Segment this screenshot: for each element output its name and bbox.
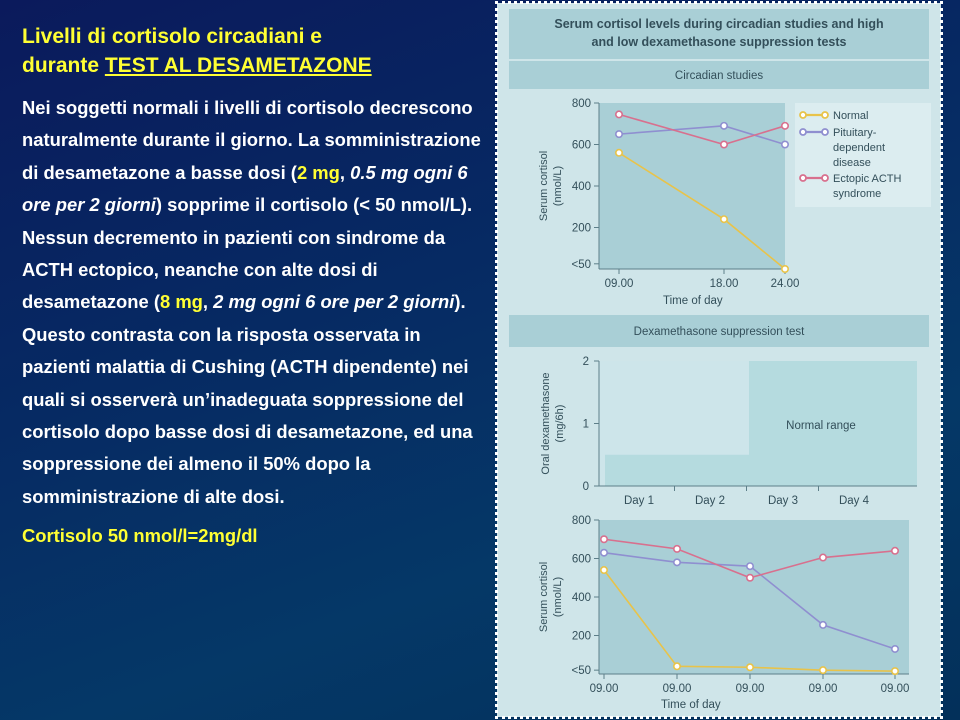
section-title-dexamethasone: Dexamethasone suppression test (633, 326, 805, 338)
body-run-8: ). Questo contrasta con la risposta osservata in pazienti malattia di Cushing (ACTH dipendente) nei quali si osserverà un’inadeguata soppressione del cortisolo dopo basse dosi di desametazone, ed una soppressione dei almeno il 50% dopo la somministrazione di alte dosi. (22, 291, 473, 507)
y-tick-label-1-0: 0 (582, 481, 589, 493)
data-point-2-0-3 (820, 667, 826, 673)
annotation-normal-range: Normal range (786, 420, 856, 432)
body-run-0: Nei soggetti normali i livelli di cortisolo decrescono naturalmente durante il giorno. La somministrazione di desametazone a basse dosi ( (22, 97, 481, 183)
y-tick-label-2-3: 600 (571, 553, 591, 566)
x-tick-label-2-0: 09.00 (589, 683, 619, 695)
data-point-2-2-4 (892, 548, 898, 554)
data-point-2-2-3 (820, 554, 826, 560)
y-tick-label-0-4: 800 (571, 98, 591, 110)
plot-area-2 (599, 520, 909, 674)
data-point-0-1-1 (721, 123, 727, 129)
legend-marker-b-1 (822, 129, 828, 135)
body-run-2: , (339, 161, 351, 183)
body-run-1: 2 mg (296, 161, 340, 183)
y-tick-label-2-4: 800 (571, 515, 591, 527)
legend-label-1-0: Pituitary- (833, 127, 877, 139)
data-point-2-0-2 (747, 664, 753, 670)
y-tick-label-0-0: <50 (571, 258, 591, 271)
body-run-3: 0.5 mg ogni 6 ore per 2 giorni (22, 161, 468, 216)
figure-header-line1: Serum cortisol levels during circadian studies and high (554, 17, 884, 31)
y-tick-label-1-1: 1 (582, 418, 589, 431)
slide-footnote: Cortisolo 50 nmol/l=2mg/dl (22, 525, 258, 547)
legend-marker-a-1 (800, 129, 806, 135)
slide-title (22, 22, 492, 80)
data-point-2-1-0 (601, 550, 607, 556)
data-point-0-1-0 (616, 131, 622, 137)
data-point-0-0-1 (721, 216, 727, 222)
slide-title-line2: durante (22, 54, 100, 77)
slide-body-text (22, 92, 492, 513)
legend-label-2-0: Ectopic ACTH (833, 173, 902, 185)
x-tick-label-1-2: Day 3 (767, 495, 799, 507)
x-tick-label-1-0: Day 1 (623, 495, 655, 507)
x-tick-label-0-2: 24.00 (770, 278, 800, 290)
data-point-0-0-0 (616, 150, 622, 156)
data-point-2-1-4 (892, 646, 898, 652)
y-tick-label-2-2: 400 (571, 592, 591, 604)
x-tick-label-2-2: 09.00 (735, 683, 765, 695)
legend-marker-b-2 (822, 175, 828, 181)
legend-marker-a-0 (800, 112, 806, 118)
x-tick-label-2-4: 09.00 (880, 683, 910, 695)
legend-marker-a-2 (800, 175, 806, 181)
data-point-2-2-1 (674, 546, 680, 552)
x-tick-label-0-0: 09.00 (604, 278, 634, 290)
slide-text-panel (22, 22, 492, 547)
x-tick-label-0-1: 18.00 (709, 278, 739, 290)
data-point-0-2-1 (721, 141, 727, 147)
data-point-2-0-0 (601, 567, 607, 573)
x-tick-label-1-1: Day 2 (694, 495, 726, 507)
legend-label-1-2: disease (833, 157, 871, 169)
y-tick-label-2-1: 200 (571, 630, 591, 643)
legend-marker-b-0 (822, 112, 828, 118)
cortisol-figure (497, 3, 941, 717)
y-tick-label-0-2: 400 (571, 181, 591, 193)
data-point-0-2-0 (616, 111, 622, 117)
body-run-5: 8 mg (159, 291, 203, 313)
x-tick-label-2-1: 09.00 (662, 683, 692, 695)
data-point-2-0-1 (674, 663, 680, 669)
figure-svg (497, 3, 941, 717)
data-point-2-1-1 (674, 559, 680, 565)
legend-label-0-0: Normal (833, 110, 869, 122)
data-point-0-1-2 (782, 141, 788, 147)
x-axis-label-0: Time of day (663, 295, 723, 307)
y-tick-label-2-0: <50 (571, 665, 591, 678)
data-point-2-0-4 (892, 668, 898, 674)
legend-label-2-1: syndrome (833, 188, 882, 200)
data-point-2-2-0 (601, 536, 607, 542)
slide-title-underlined: TEST AL DESAMETAZONE (104, 54, 372, 77)
y-axis-label-1: Oral dexamethasone (mg/6h) (540, 372, 566, 475)
body-run-6: , (202, 291, 214, 313)
data-point-2-1-2 (747, 563, 753, 569)
y-tick-label-0-1: 200 (571, 222, 591, 235)
x-tick-label-1-3: Day 4 (838, 495, 870, 507)
data-point-0-0-2 (782, 266, 788, 272)
slide-title-line1: Livelli di cortisolo circadiani e (22, 25, 322, 48)
legend-label-1-1: dependent (833, 142, 885, 154)
section-title-circadian: Circadian studies (674, 70, 764, 82)
x-tick-label-2-3: 09.00 (808, 683, 838, 695)
data-point-0-2-2 (782, 123, 788, 129)
body-run-4: ) sopprime il cortisolo (< 50 nmol/L). Nessun decremento in pazienti con sindrome da ACTH ectopico, neanche con alte dosi di desametazone ( (22, 194, 473, 313)
data-point-2-1-3 (820, 622, 826, 628)
y-tick-label-1-2: 2 (582, 356, 589, 368)
figure-header-line2: and low dexamethasone suppression tests (591, 35, 847, 49)
y-axis-label-0: Serum cortisol (nmol/L) (538, 150, 564, 222)
data-point-2-2-2 (747, 575, 753, 581)
body-run-7: 2 mg ogni 6 ore per 2 giorni (213, 291, 455, 313)
y-tick-label-0-3: 600 (571, 139, 591, 152)
x-axis-label-2: Time of day (661, 699, 721, 711)
y-axis-label-2: Serum cortisol (nmol/L) (538, 561, 564, 633)
